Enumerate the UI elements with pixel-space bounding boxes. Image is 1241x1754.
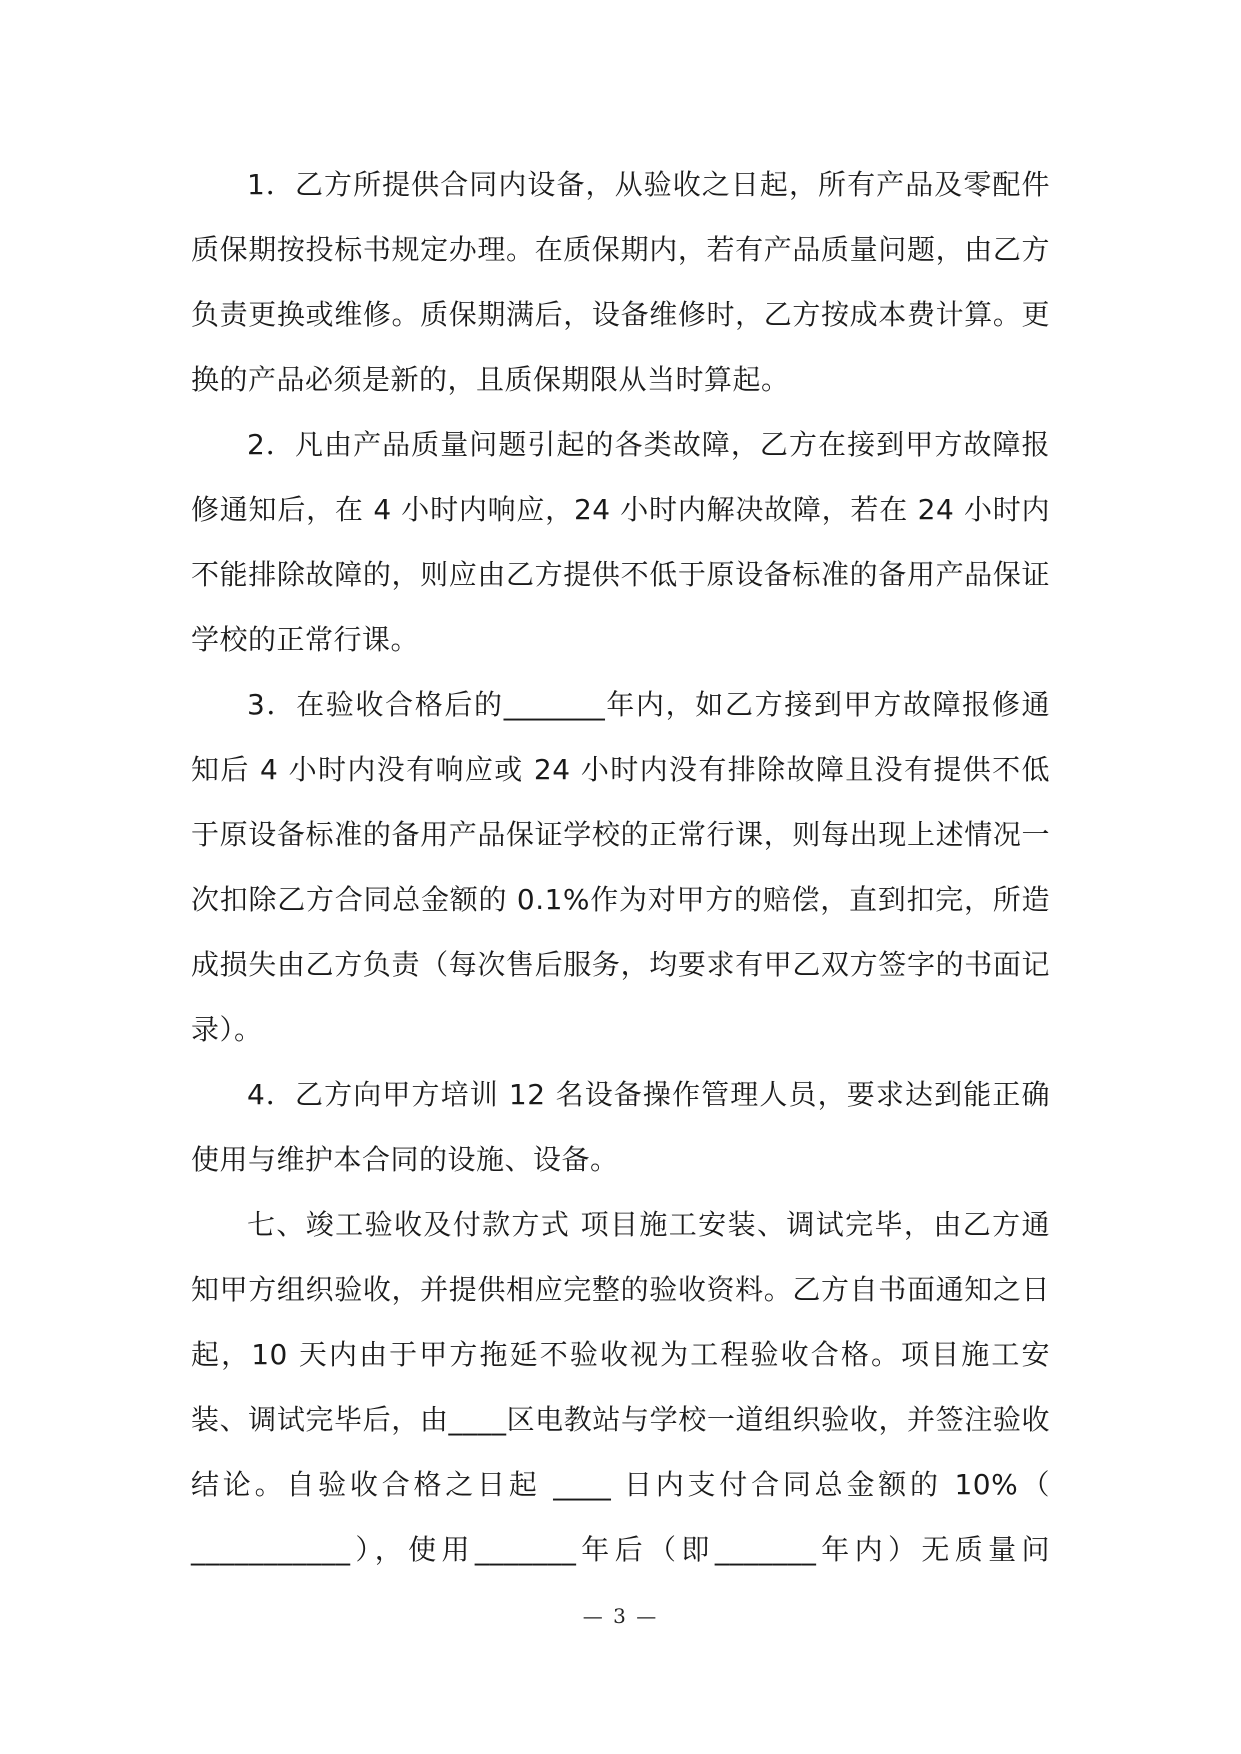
clause-4-paragraph: 4．乙方向甲方培训 12 名设备操作管理人员，要求达到能正确使用与维护本合同的设施、设备。 — [191, 1078, 1050, 1176]
page-number: — 3 — — [582, 1604, 659, 1628]
clause-3-paragraph: 3．在验收合格后的_______年内，如乙方接到甲方故障报修通知后 4 小时内没有响应或 24 小时内没有排除故障且没有提供不低于原设备标准的备用产品保证学校的正常行课，则每出现上述情况一次扣除乙方合同总金额的 0.1%作为对甲方的赔偿，直到扣完，所造成损失由乙方负责（每次售后服务，均要求有甲乙双方签字的书面记录）。 — [191, 688, 1050, 1046]
clause-1-paragraph: 1．乙方所提供合同内设备，从验收之日起，所有产品及零配件质保期按投标书规定办理。在质保期内，若有产品质量问题，由乙方负责更换或维修。质保期满后，设备维修时，乙方按成本费计算。更换的产品必须是新的，且质保期限从当时算起。 — [191, 168, 1050, 396]
clause-2-paragraph: 2．凡由产品质量问题引起的各类故障，乙方在接到甲方故障报修通知后，在 4 小时内响应，24 小时内解决故障，若在 24 小时内不能排除故障的，则应由乙方提供不低于原设备标准的备用产品保证学校的正常行课。 — [191, 428, 1050, 656]
document-body — [191, 152, 1050, 1582]
section-7-acceptance-payment-paragraph: 七、竣工验收及付款方式 项目施工安装、调试完毕，由乙方通知甲方组织验收，并提供相应完整的验收资料。乙方自书面通知之日起，10 天内由于甲方拖延不验收视为工程验收合格。项目施工安装、调试完毕后，由____区电教站与学校一道组织验收，并签注验收结论。自验收合格之日起 ____ 日内支付合同总金额的 10%（ ___________），使用_______年后（即_______年内）无质量问 — [191, 1208, 1050, 1566]
